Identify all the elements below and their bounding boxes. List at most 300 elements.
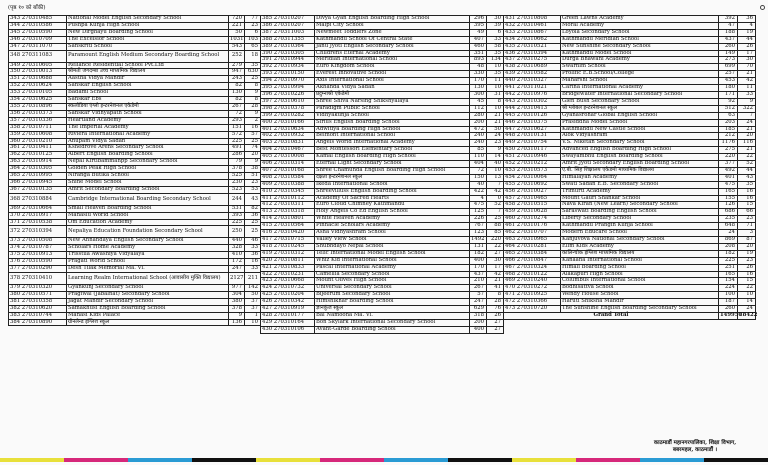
row-serial-code: 469 270310240 <box>504 278 561 285</box>
row-serial-code: 455 270310692 <box>504 181 561 188</box>
student-count: 475 <box>470 202 487 209</box>
school-name: Manasi Kids Palace <box>67 312 229 319</box>
row-serial-code: 449 270310754 <box>504 140 561 147</box>
school-name: Swati Sadan E.B. Secondary School <box>561 181 719 188</box>
row-serial-code: 411 270310112 <box>261 195 315 202</box>
row-serial-code: 432 270310461 <box>504 22 561 29</box>
second-count: 66 <box>738 209 756 216</box>
student-count: 79 <box>229 159 245 166</box>
row-serial-code: 454 270310064 <box>504 174 561 181</box>
row-serial-code: 364 270310305 <box>9 166 67 173</box>
student-count: 82 <box>229 97 245 104</box>
student-count: 112 <box>470 105 487 112</box>
student-count: 279 <box>229 62 245 69</box>
student-count: 300 <box>470 91 487 98</box>
student-count: 244 <box>229 193 245 205</box>
second-count: 28 <box>245 103 261 110</box>
school-name: Kathmandu School Of Central State <box>315 36 470 43</box>
school-name: Academy Of Sacred Hearts <box>315 195 470 202</box>
second-count: 9 <box>738 98 756 105</box>
row-serial-code: 415 270310564 <box>261 223 315 230</box>
student-count: 165 <box>719 271 738 278</box>
school-name: Small Heaven Boarding School <box>67 205 229 212</box>
student-count: 260 <box>719 43 738 50</box>
student-count: 648 <box>719 223 738 230</box>
school-name: ए.बी. सिंह शिक्षालय एकेडमी माध्यमिक विद्यालय <box>561 167 719 174</box>
second-count: 15 <box>738 278 756 285</box>
second-count: 10 <box>738 292 756 299</box>
second-count: 41 <box>487 285 504 292</box>
student-count: 280 <box>470 112 487 119</box>
row-serial-code: 408 270310584 <box>261 174 315 181</box>
row-serial-code: 470 270310272 <box>504 285 561 292</box>
table-row <box>9 50 261 62</box>
second-count: 26 <box>738 43 756 50</box>
student-count: 230 <box>229 179 245 186</box>
school-name: The Sunshine English Boarding Secondary School <box>561 306 719 313</box>
row-serial-code: 445 270310126 <box>504 112 561 119</box>
student-count: 453 <box>719 78 738 85</box>
student-count: 171 <box>719 91 738 98</box>
school-name: Gyankunj Secondary School <box>67 285 229 292</box>
school-table-column-2 <box>260 15 504 334</box>
student-count: 525 <box>229 173 245 180</box>
school-name: Anupam Vidya Sadan <box>67 138 229 145</box>
second-count: 35 <box>487 50 504 57</box>
student-count: 45 <box>470 98 487 105</box>
row-serial-code: 436 270310394 <box>504 50 561 57</box>
school-name: Divya Gyan English Boarding High School <box>315 16 470 23</box>
row-serial-code: 347 270311070 <box>9 43 67 50</box>
table-row <box>261 119 504 126</box>
student-count: 48 <box>470 64 487 71</box>
second-count: 6 <box>487 29 504 36</box>
row-serial-code: 360 270310210 <box>9 138 67 145</box>
school-name: Angels World International Academy <box>315 140 470 147</box>
second-count: 24 <box>738 306 756 313</box>
second-count: 42 <box>487 188 504 195</box>
student-count: 154 <box>719 278 738 285</box>
student-count: 410 <box>229 252 245 259</box>
row-serial-code: 352 270310624 <box>9 83 67 90</box>
student-count: 50 <box>229 29 245 36</box>
row-serial-code: 374 270310787 <box>9 245 67 252</box>
student-count: 149 <box>719 50 738 57</box>
student-count: 267 <box>470 285 487 292</box>
student-count: 126 <box>719 202 738 209</box>
row-serial-code: 380 270310571 <box>9 291 67 298</box>
school-name: Euro Kingdom School <box>315 64 470 71</box>
second-count: 10 <box>245 319 261 326</box>
school-name: Bridgewater International Secondary School <box>561 91 719 98</box>
student-count: 72 <box>470 167 487 174</box>
second-count: 22 <box>487 243 504 250</box>
second-count: 1 <box>245 312 261 319</box>
school-name: Sanskar Ebs <box>67 97 229 104</box>
school-name: Eternal Light Secondary School <box>315 161 470 168</box>
second-count: 71 <box>738 223 756 230</box>
student-count: 185 <box>719 126 738 133</box>
second-count: 30 <box>487 16 504 23</box>
school-name: White Heaven Academy <box>315 216 470 223</box>
school-name: Sanskar Vidhyapath School <box>67 110 229 117</box>
school-name: Columbus International School <box>561 278 719 285</box>
second-count: 15 <box>738 202 756 209</box>
school-name: Ikeda International School <box>315 181 470 188</box>
table-row <box>9 319 261 326</box>
row-serial-code: 399 270310282 <box>261 112 315 119</box>
student-count: 351 <box>470 50 487 57</box>
row-serial-code: 463 270310965 <box>504 237 561 244</box>
school-name: Kathmandu Model School <box>561 50 719 57</box>
row-serial-code: 368 270310884 <box>9 193 67 205</box>
row-serial-code: 426 270310342 <box>261 299 315 306</box>
student-count: 472 <box>470 126 487 133</box>
second-count: 50 <box>487 126 504 133</box>
student-count: 131 <box>470 243 487 250</box>
second-count: 13 <box>487 174 504 181</box>
school-name: Elim Kids Academy <box>561 243 719 250</box>
row-serial-code: 461 270310176 <box>504 223 561 230</box>
school-name: Sirius English Boarding School <box>315 119 470 126</box>
row-serial-code: 406 270310314 <box>261 161 315 168</box>
school-name: Whiz Kid International School <box>315 257 470 264</box>
second-count: 65 <box>245 43 261 50</box>
school-name: Carina International Academy <box>561 85 719 92</box>
row-serial-code: 447 270310627 <box>504 126 561 133</box>
student-count: 4 <box>470 195 487 202</box>
grand-total-label: Grand Total <box>504 312 719 319</box>
student-count: 182 <box>719 250 738 257</box>
second-count: 4 <box>738 22 756 29</box>
student-count: 123 <box>470 230 487 237</box>
second-count: 11 <box>738 85 756 92</box>
second-count: 9 <box>245 159 261 166</box>
row-serial-code: 387 270311003 <box>261 29 315 36</box>
school-name: Cambridge International Boarding Secondary School <box>67 193 229 205</box>
school-name: Asha Vidhyashram School <box>315 230 470 237</box>
row-serial-code: 443 270310302 <box>504 98 561 105</box>
student-count: 377 <box>719 161 738 168</box>
student-count: 378 <box>229 305 245 312</box>
second-count: 16 <box>245 124 261 131</box>
second-count: 142 <box>245 285 261 292</box>
second-count: 25 <box>245 219 261 226</box>
school-name: Saraswati Boarding English School <box>561 209 719 216</box>
second-count: 8 <box>245 83 261 90</box>
second-count: 24 <box>487 133 504 140</box>
student-count: 57 <box>470 292 487 299</box>
student-count: 400 <box>470 257 487 264</box>
row-serial-code: 384 270310890 <box>9 319 67 326</box>
student-count: 225 <box>229 219 245 226</box>
row-serial-code: 464 270310281 <box>504 243 561 250</box>
school-name: National Model English Secondary School <box>67 16 229 23</box>
row-serial-code: 357 270310336 <box>9 117 67 124</box>
second-count: 211 <box>245 273 261 285</box>
second-count: 20 <box>738 133 756 140</box>
student-count: 182 <box>470 250 487 257</box>
school-name: Haruti Shiksha Mandir <box>561 299 719 306</box>
school-name: Meridian International School <box>315 57 470 64</box>
school-name: V.S. Niketan Secondary School <box>561 140 719 147</box>
second-count: 9 <box>487 147 504 154</box>
second-count: 21 <box>738 147 756 154</box>
row-serial-code: 405 270310008 <box>261 154 315 161</box>
student-count: 267 <box>229 103 245 110</box>
school-name: Holy Angels Co Ed English School <box>315 209 470 216</box>
row-serial-code: 375 270310913 <box>9 252 67 259</box>
student-count: 200 <box>470 319 487 326</box>
student-count: 100 <box>719 292 738 299</box>
school-name: Riviera International Academy <box>67 131 229 138</box>
school-name: Green Lawns Academy <box>561 16 719 23</box>
second-count: 33 <box>245 245 261 252</box>
row-serial-code: 351 270310688 <box>9 76 67 83</box>
second-count: 52 <box>487 202 504 209</box>
school-name: श्रीमती जगदम्बा उच्च माध्यमिक विद्यालय <box>67 69 229 76</box>
student-count: 180 <box>719 85 738 92</box>
table-row <box>504 264 756 271</box>
student-count: 407 <box>470 36 487 43</box>
second-count: 18 <box>245 50 261 62</box>
student-count: 170 <box>470 264 487 271</box>
second-count: 33 <box>245 266 261 273</box>
student-count: 393 <box>229 212 245 219</box>
table-row <box>504 119 756 126</box>
school-name: Mount Gauri Shankar School <box>561 195 719 202</box>
student-count: 40 <box>470 181 487 188</box>
student-count: 243 <box>229 76 245 83</box>
student-count: 286 <box>229 152 245 159</box>
row-serial-code: 460 270310274 <box>504 216 561 223</box>
school-name: दक्षता इन्टरनेशनल स्कूल <box>315 174 470 181</box>
second-count: 42 <box>738 78 756 85</box>
school-name: Shubhdayo Nepal School <box>315 243 470 250</box>
school-name: Sanskriti School <box>67 43 229 50</box>
student-count: 437 <box>719 36 738 43</box>
student-count: 977 <box>229 285 245 292</box>
row-serial-code: 403 270310831 <box>261 140 315 147</box>
school-name: Bijeerum Secondary School <box>315 292 470 299</box>
row-serial-code: 462 270310707 <box>504 230 561 237</box>
second-count: 23 <box>245 22 261 29</box>
second-count: 35 <box>487 71 504 78</box>
student-count: 200 <box>470 119 487 126</box>
row-serial-code: 379 270310320 <box>9 285 67 292</box>
student-count: 225 <box>229 138 245 145</box>
second-count: 26 <box>487 312 504 319</box>
row-serial-code: 389 270310364 <box>261 43 315 50</box>
second-count: 85 <box>487 230 504 237</box>
school-name: Learning Realm International School (आवासीय मुक्ति विद्यालय) <box>67 273 229 285</box>
second-count: 44 <box>738 167 756 174</box>
second-count: 53 <box>245 186 261 193</box>
second-count: 58 <box>487 43 504 50</box>
school-name: Shine Model School <box>67 179 229 186</box>
row-serial-code: 401 270310634 <box>261 126 315 133</box>
second-count: 35 <box>245 62 261 69</box>
second-count: 8 <box>487 98 504 105</box>
second-count: 16 <box>738 188 756 195</box>
student-count: 572 <box>229 131 245 138</box>
row-serial-code: 425 270310204 <box>261 292 315 299</box>
second-count: 87 <box>738 237 756 244</box>
table-row <box>9 226 261 238</box>
second-count: 134 <box>487 57 504 64</box>
row-serial-code: 473 270310720 <box>504 306 561 313</box>
school-name: Alakapuri High School <box>561 271 719 278</box>
school-name: Golden Peak High School <box>67 166 229 173</box>
school-name: The Excelsior School <box>67 36 229 43</box>
second-count: 10 <box>487 64 504 71</box>
second-count: 21 <box>487 119 504 126</box>
school-name: Paramount English Medium Secondary Boarding School <box>67 50 229 62</box>
row-serial-code: 373 270310508 <box>9 238 67 245</box>
table-row <box>9 43 261 50</box>
row-serial-code: 386 270310207 <box>261 22 315 29</box>
student-count: 492 <box>719 167 738 174</box>
second-count: 23 <box>738 216 756 223</box>
second-count: 27 <box>487 250 504 257</box>
row-serial-code: 428 270310177 <box>261 312 315 319</box>
registration-mark <box>760 5 765 10</box>
school-name: New Dirghayu Boarding School <box>67 29 229 36</box>
student-count: 24 <box>719 230 738 237</box>
second-count: 39 <box>487 22 504 29</box>
school-name: Himalayan Academy <box>561 174 719 181</box>
row-serial-code: 354 270310625 <box>9 97 67 104</box>
second-count: 23 <box>487 140 504 147</box>
row-serial-code: 451 270310946 <box>504 154 561 161</box>
student-count: 252 <box>229 50 245 62</box>
row-serial-code: 457 270310465 <box>504 195 561 202</box>
school-name: Vidhyakunja School <box>315 112 470 119</box>
table-row <box>504 306 756 313</box>
student-count: 273 <box>719 57 738 64</box>
school-name: Amrit Jyoti Secondary English Boarding School <box>561 161 719 168</box>
school-name: Scholars Home Academy <box>67 245 229 252</box>
row-serial-code: 431 270310808 <box>504 16 561 23</box>
school-name: Shree Shiva Narsing Shikshyalaya <box>315 98 470 105</box>
student-count: 893 <box>470 57 487 64</box>
student-count: 330 <box>470 71 487 78</box>
school-name: Mount Olives High School <box>315 278 470 285</box>
school-name: Universal Secondary School <box>315 285 470 292</box>
row-serial-code: 467 270310324 <box>504 264 561 271</box>
school-name: Shree Chamunda English Boarding High School <box>315 167 470 174</box>
student-count: 475 <box>719 181 738 188</box>
second-count: 36 <box>245 212 261 219</box>
student-count: 947 <box>229 69 245 76</box>
second-count: 50 <box>245 291 261 298</box>
second-count: 116 <box>738 140 756 147</box>
student-count: 82 <box>229 83 245 90</box>
school-name: Nepal Kirtibammanpp Secondary School <box>67 159 229 166</box>
school-name: Amrit Secondary Boarding School <box>67 186 229 193</box>
row-serial-code: 444 270310413 <box>504 105 561 112</box>
student-count: 392 <box>719 16 738 23</box>
second-count: 7 <box>487 181 504 188</box>
school-name: Nepaliya Education Foundation Secondary School <box>67 226 229 238</box>
student-count: 165 <box>719 188 738 195</box>
student-count: 187 <box>719 299 738 306</box>
school-name: Jagat Mandir Secondary School <box>67 298 229 305</box>
table-row <box>9 219 261 226</box>
second-count: 40 <box>487 161 504 168</box>
row-serial-code: 421 270310833 <box>261 264 315 271</box>
second-count: 21 <box>738 126 756 133</box>
student-count: 188 <box>719 29 738 36</box>
table-row <box>261 264 504 271</box>
school-name: Niranga Butika School <box>67 173 229 180</box>
row-serial-code: 392 270310934 <box>261 64 315 71</box>
row-serial-code: 344 270310586 <box>9 22 67 29</box>
school-name: Kanaana International School <box>561 257 719 264</box>
row-serial-code: 427 270310919 <box>261 306 315 313</box>
row-serial-code: 429 270310164 <box>261 319 315 326</box>
second-count: 14 <box>487 154 504 161</box>
row-serial-code: 356 270310373 <box>9 110 67 117</box>
row-serial-code: 419 270310312 <box>261 250 315 257</box>
school-name: Nava Kiran (New Learn) Secondary School <box>561 202 719 209</box>
row-serial-code: 394 270310970 <box>261 78 315 85</box>
student-count: 460 <box>470 43 487 50</box>
student-count: 212 <box>719 133 738 140</box>
student-count: 155 <box>719 195 738 202</box>
school-name: Pascal International Academy <box>315 264 470 271</box>
school-name: Malpi City School <box>315 22 470 29</box>
row-serial-code: 376 270310590 <box>9 259 67 266</box>
student-count: 395 <box>470 22 487 29</box>
row-serial-code: 378 270310410 <box>9 273 67 285</box>
student-count: 686 <box>719 209 738 216</box>
student-count: 130 <box>470 85 487 92</box>
student-count: 440 <box>229 238 245 245</box>
row-serial-code: 465 270310384 <box>504 250 561 257</box>
second-count: 30 <box>487 257 504 264</box>
student-count: 401 <box>719 174 738 181</box>
school-table-column-1 <box>8 15 261 326</box>
second-count: 16 <box>738 271 756 278</box>
row-serial-code: 383 270310744 <box>9 312 67 319</box>
table-row <box>9 131 261 138</box>
school-name: Swayambhu English Boarding School <box>561 154 719 161</box>
row-serial-code: 361 270310411 <box>9 145 67 152</box>
student-count: 9 <box>229 312 245 319</box>
student-count: 404 <box>470 161 487 168</box>
student-count: 512 <box>719 105 738 112</box>
school-name: Newmeet Toddlers Zone <box>315 29 470 36</box>
second-count: 27 <box>487 326 504 333</box>
student-count: 531 <box>229 205 245 212</box>
row-serial-code: 471 270310925 <box>504 292 561 299</box>
school-name: Shreevilluss English Boarding School <box>315 188 470 195</box>
student-count: 380 <box>229 298 245 305</box>
second-count: 17 <box>738 50 756 57</box>
row-serial-code: 362 270310125 <box>9 152 67 159</box>
row-serial-code: 458 270310515 <box>504 202 561 209</box>
signature-block <box>640 440 750 454</box>
row-serial-code: 420 270310811 <box>261 257 315 264</box>
second-count: 220 <box>487 237 504 244</box>
row-serial-code: 363 270310914 <box>9 159 67 166</box>
student-count: 85 <box>470 147 487 154</box>
student-count: 1031 <box>230 35 244 42</box>
row-serial-code: 343 270310485 <box>9 16 67 23</box>
second-count: 19 <box>738 29 756 36</box>
school-name: Telic International Model English School <box>315 250 470 257</box>
